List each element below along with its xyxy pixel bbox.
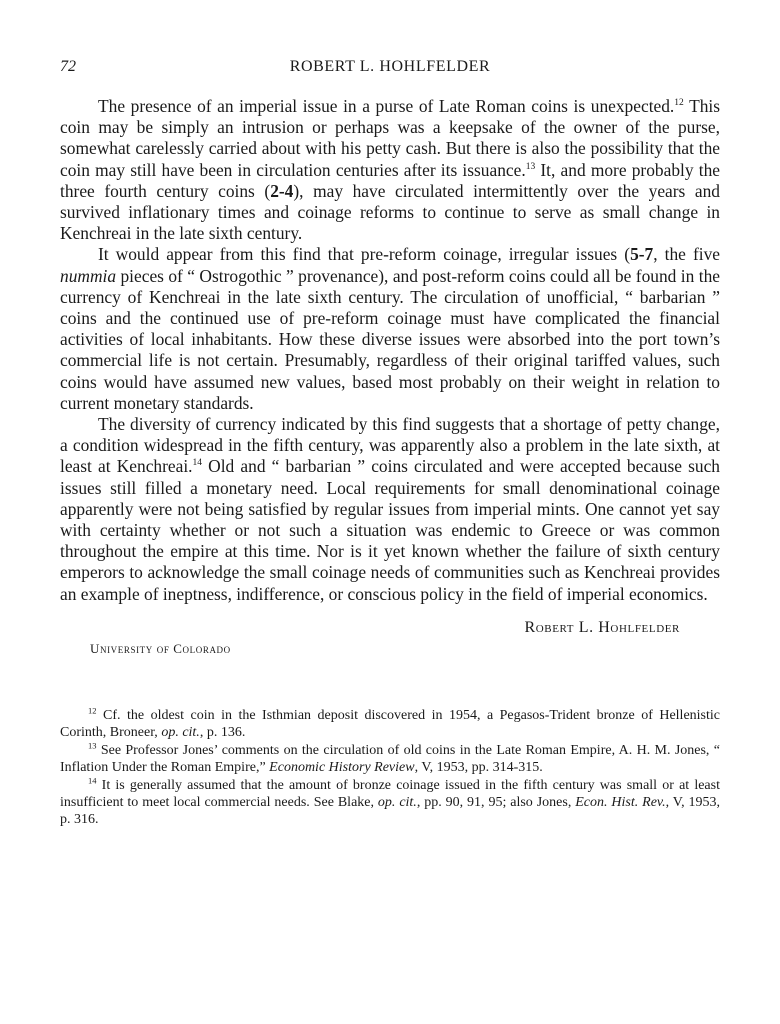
author-signature: Robert L. Hohlfelder [524, 618, 680, 636]
text-run: See Professor Jones’ comments on the circulation of old coins in the Late Roman Empire, A. H. M. Jones, “ Inflation Under the Roman Empire,” [60, 742, 720, 776]
text-run: , p. 136. [199, 725, 246, 741]
text-run: pieces of “ Ostrogothic ” provenance), and post-reform coins could all be found in the currency of Kenchreai in the late sixth century. The circulation of unofficial, “ barbarian ” coins and the continued use of pre-reform coinage must have complicated the financial activities of local inhabitants. How these diverse issues were absorbed into the port town’s commercial life is not certain. Presumably, regardless of their original tariffed values, such coins would have assumed new values, based most probably on their weight in relation to current monetary standards. [60, 265, 720, 413]
text-run: The presence of an imperial issue in a purse of Late Roman coins is unexpected. [98, 96, 675, 116]
author-affiliation: University of Colorado [90, 640, 231, 656]
footnote-12 [60, 707, 720, 742]
text-run: It is generally assumed that the amount of bronze coinage issued in the fifth century was small or at least insufficient to meet local commercial needs. See Blake, [60, 777, 720, 810]
text-run: ), may have circulated intermittently over the years and survived inflationary times and coinage reforms to continue to serve as small change in Kenchreai in the late sixth century. [60, 180, 720, 244]
footnote-ref-14: 14 [192, 458, 203, 469]
footnote-number: 12 [88, 705, 97, 716]
text-run: The diversity of currency indicated by this find suggests that a shortage of petty change, a condition widespread in the fifth century, was apparently also a problem in the late sixth, at least at Kenchreai. [60, 414, 720, 477]
text-run: , V, 1953, p. 316. [60, 794, 720, 828]
coin-number-ref: 5-7 [630, 244, 654, 265]
italic-citation: op. cit. [377, 794, 417, 810]
footnote-14 [60, 774, 720, 829]
footnote-ref-13: 13 [525, 161, 536, 172]
paragraph-1 [60, 96, 720, 244]
text-run: It, and more probably the three fourth century coins ( [60, 159, 720, 201]
running-title: ROBERT L. HOHLFELDER [289, 58, 491, 75]
footnotes [60, 707, 720, 829]
page-number: 72 [60, 58, 76, 75]
text-run: This coin may be simply an intrusion or perhaps was a keepsake of the owner of the purse, somewhat carelessly carried about with his petty cash. But there is also the possibility that the coin may still have been in circulation centuries after its issuance. [60, 96, 721, 180]
page [60, 58, 720, 829]
text-run: , pp. 90, 91, 95; also Jones, [416, 794, 576, 810]
article-body [60, 96, 720, 605]
footnote-13 [60, 742, 720, 777]
italic-citation: Econ. Hist. Rev. [575, 794, 666, 810]
footnote-number: 14 [88, 774, 97, 785]
text-run: Old and “ barbarian ” coins circulated and were accepted because such issues still filled a monetary need. Local requirements for small denominational coinage apparently were not being satisfied by regular issues from imperial mints. One cannot yet say with certainty whether or not such a situation was endemic to Greece or was common throughout the empire at this time. Nor is it yet known whether the failure of sixth century emperors to acknowledge the small coinage needs of communities such as Kenchreai provides an example of ineptness, indifference, or conscious policy in the field of imperial economics. [60, 456, 720, 604]
text-run: It would appear from this find that pre-reform coinage, irregular issues ( [98, 244, 631, 265]
text-run: , the five [653, 244, 720, 265]
italic-citation: Economic History Review [269, 760, 415, 776]
paragraph-3 [60, 414, 720, 605]
coin-number-ref: 2-4 [270, 180, 294, 201]
text-run: , V, 1953, pp. 314-315. [414, 760, 543, 776]
text-run: Cf. the oldest coin in the Isthmian deposit discovered in 1954, a Pegasos-Trident bronze of Hellenistic Corinth, Broneer, [60, 707, 720, 741]
italic-citation: op. cit. [161, 725, 200, 741]
paragraph-2 [60, 244, 720, 414]
footnote-number: 13 [88, 740, 97, 751]
footnote-ref-12: 12 [674, 98, 684, 109]
italic-term: nummia [60, 265, 117, 286]
running-head [60, 58, 720, 84]
